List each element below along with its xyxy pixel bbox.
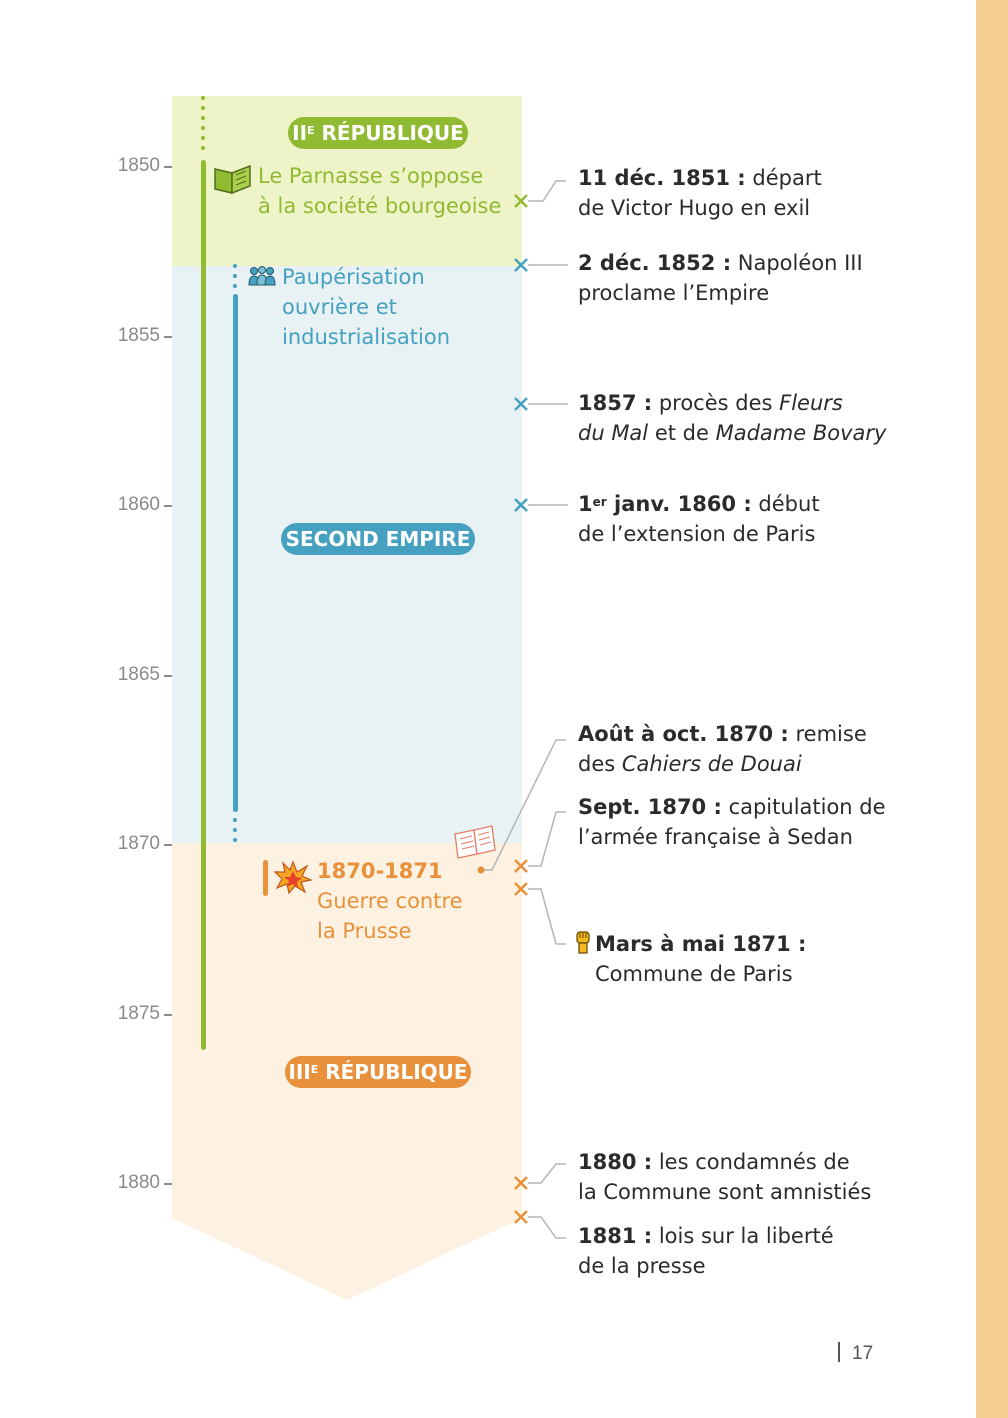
connector-1851 (528, 181, 566, 201)
theme-pauperisation-line3: industrialisation (282, 325, 450, 349)
cross-1870 (515, 860, 527, 872)
fist-icon (574, 930, 592, 954)
year-1865: 1865 (117, 664, 160, 685)
connector-1880 (528, 1164, 566, 1183)
theme-parnasse-line1: Le Parnasse s’oppose (258, 164, 484, 188)
connector-dot-1870-aout (478, 867, 485, 874)
event-1881: 1881 : lois sur la liberté de la presse (578, 1224, 834, 1278)
event-1851: 11 déc. 1851 : départ de Victor Hugo en exil (578, 166, 822, 220)
connector-1871 (528, 889, 566, 944)
year-1875: 1875 (117, 1003, 160, 1024)
event-1857: 1857 : procès des Fleurs du Mal et de Madame Bovary (578, 391, 887, 445)
connector-1870-sept (528, 812, 566, 866)
cross-1860 (515, 499, 527, 511)
cross-1851 (515, 195, 527, 207)
theme-parnasse-line2: à la société bourgeoise (258, 194, 502, 218)
event-1870-aout: Août à oct. 1870 : remise des Cahiers de Douai (578, 722, 867, 776)
theme-guerre-line1: Guerre contre (317, 889, 463, 913)
cross-1880 (515, 1177, 527, 1189)
year-1855: 1855 (117, 325, 160, 346)
connector-1881 (528, 1217, 566, 1238)
pill-second-empire: SECOND EMPIRE (281, 523, 475, 555)
year-1850: 1850 (117, 155, 160, 176)
event-1880: 1880 : les condamnés de la Commune sont amnistiés (578, 1150, 872, 1204)
page-number-value: 17 (852, 1343, 874, 1364)
event-1870-sept: Sept. 1870 : capitulation de l’armée française à Sedan (578, 795, 886, 849)
event-1860: 1er janv. 1860 : début de l’extension de Paris (578, 492, 820, 546)
cross-1857 (515, 398, 527, 410)
cross-1871 (515, 883, 527, 895)
year-1880: 1880 (117, 1172, 160, 1193)
theme-guerre-dates: 1870-1871 (317, 859, 443, 883)
year-1860: 1860 (117, 494, 160, 515)
pill-third-republic: $III^E$ RÉPUBLIQUE (285, 1056, 471, 1088)
open-book-icon (452, 824, 498, 860)
page-number-separator (838, 1342, 840, 1362)
event-1871: Mars à mai 1871 : Commune de Paris (595, 932, 807, 986)
cross-1852 (515, 259, 527, 271)
year-1870: 1870 (117, 833, 160, 854)
event-1852: 2 déc. 1852 : Napoléon III proclame l’Empire (578, 251, 863, 305)
theme-pauperisation-line2: ouvrière et (282, 295, 397, 319)
theme-pauperisation-line1: Paupérisation (282, 265, 425, 289)
cross-1881 (515, 1211, 527, 1223)
page-number (838, 1342, 873, 1365)
theme-guerre-line2: la Prusse (317, 919, 412, 943)
pill-second-republic: $II^E$ RÉPUBLIQUE (288, 117, 468, 149)
